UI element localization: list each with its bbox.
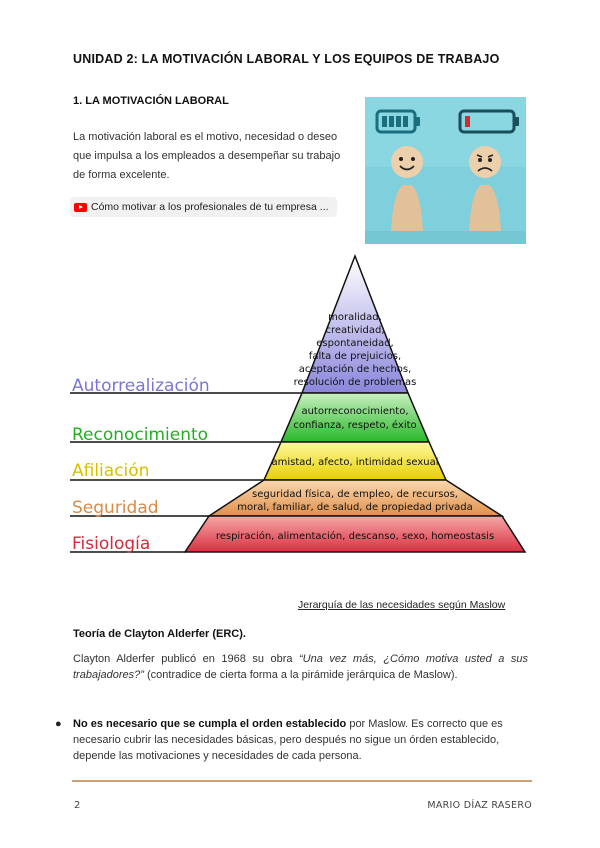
footer-author: MARIO DÍAZ RASERO [427,800,532,811]
paragraph-italic: “Una vez más, ¿Cómo motiva usted a sus [299,653,528,665]
tier-text: resolución de problemas [293,377,417,388]
maslow-pyramid [68,254,530,558]
tier-text: aceptación de hechos, [298,364,412,375]
pyramid-tier-reconocimiento [281,393,429,442]
tier-text: falta de prejuicios, [308,351,402,362]
page-title: UNIDAD 2: LA MOTIVACIÓN LABORAL Y LOS EQUIPOS DE TRABAJO [73,52,500,66]
level-label-seguridad: Seguridad [72,498,159,518]
bullet-bold: No es necesario que se cumpla el orden establecido [73,718,347,730]
level-label-autorrealizacion: Autorrealización [72,376,210,396]
pyramid-caption: Jerarquía de las necesidades según Maslow [298,599,506,611]
motivacion-paragraph [73,128,363,185]
section-heading-motivacion: 1. LA MOTIVACIÓN LABORAL [73,95,229,107]
motivation-photo [365,97,526,244]
page-number: 2 [74,800,81,811]
tier-text: espontaneidad, [316,338,394,349]
paragraph-italic: trabajadores?” [73,669,144,681]
tier-text: confianza, respeto, éxito [293,420,417,431]
alderfer-paragraph [73,651,528,683]
paragraph-text: Clayton Alderfer publicó en 1968 su obra [73,653,299,665]
youtube-icon [74,203,87,212]
level-label-reconocimiento: Reconocimiento [72,425,209,445]
section-heading-alderfer: Teoría de Clayton Alderfer (ERC). [73,628,246,640]
bullet-icon: ● [55,718,62,730]
tier-text: moral, familiar, de salud, de propiedad privada [237,502,473,513]
bullet-rest: por Maslow. Es correcto que es necesario cubrir las necesidades básicas, pero después no sigue un órden establecido, depende las motivaciones y necesidades de cada persona. [73,718,503,762]
tier-text: seguridad física, de empleo, de recursos, [252,489,458,500]
paragraph-text: (contradice de cierta forma a la pirámide jerárquica de Maslow). [143,669,458,681]
paragraph-line: que impulsa a los empleados a desempeñar su trabajo [73,150,341,162]
paragraph-line: La motivación laboral es el motivo, necesidad o deseo [73,131,338,143]
paragraph-line: de forma excelente. [73,169,170,181]
bullet-item [55,716,528,764]
video-link-label: Cómo motivar a los profesionales de tu empresa ... [91,201,329,213]
level-label-fisiologia: Fisiología [72,534,151,554]
footer-divider [72,780,532,782]
tier-text: creatividad, [325,325,385,336]
level-label-afiliacion: Afiliación [72,461,150,481]
bullet-text [73,716,528,764]
tier-text: autorreconocimiento, [301,406,409,417]
tier-text: moralidad, [328,312,382,323]
video-link[interactable] [70,197,337,217]
tier-text: respiración, alimentación, descanso, sexo, homeostasis [215,531,495,542]
tier-text: amistad, afecto, intimidad sexual [271,457,439,468]
